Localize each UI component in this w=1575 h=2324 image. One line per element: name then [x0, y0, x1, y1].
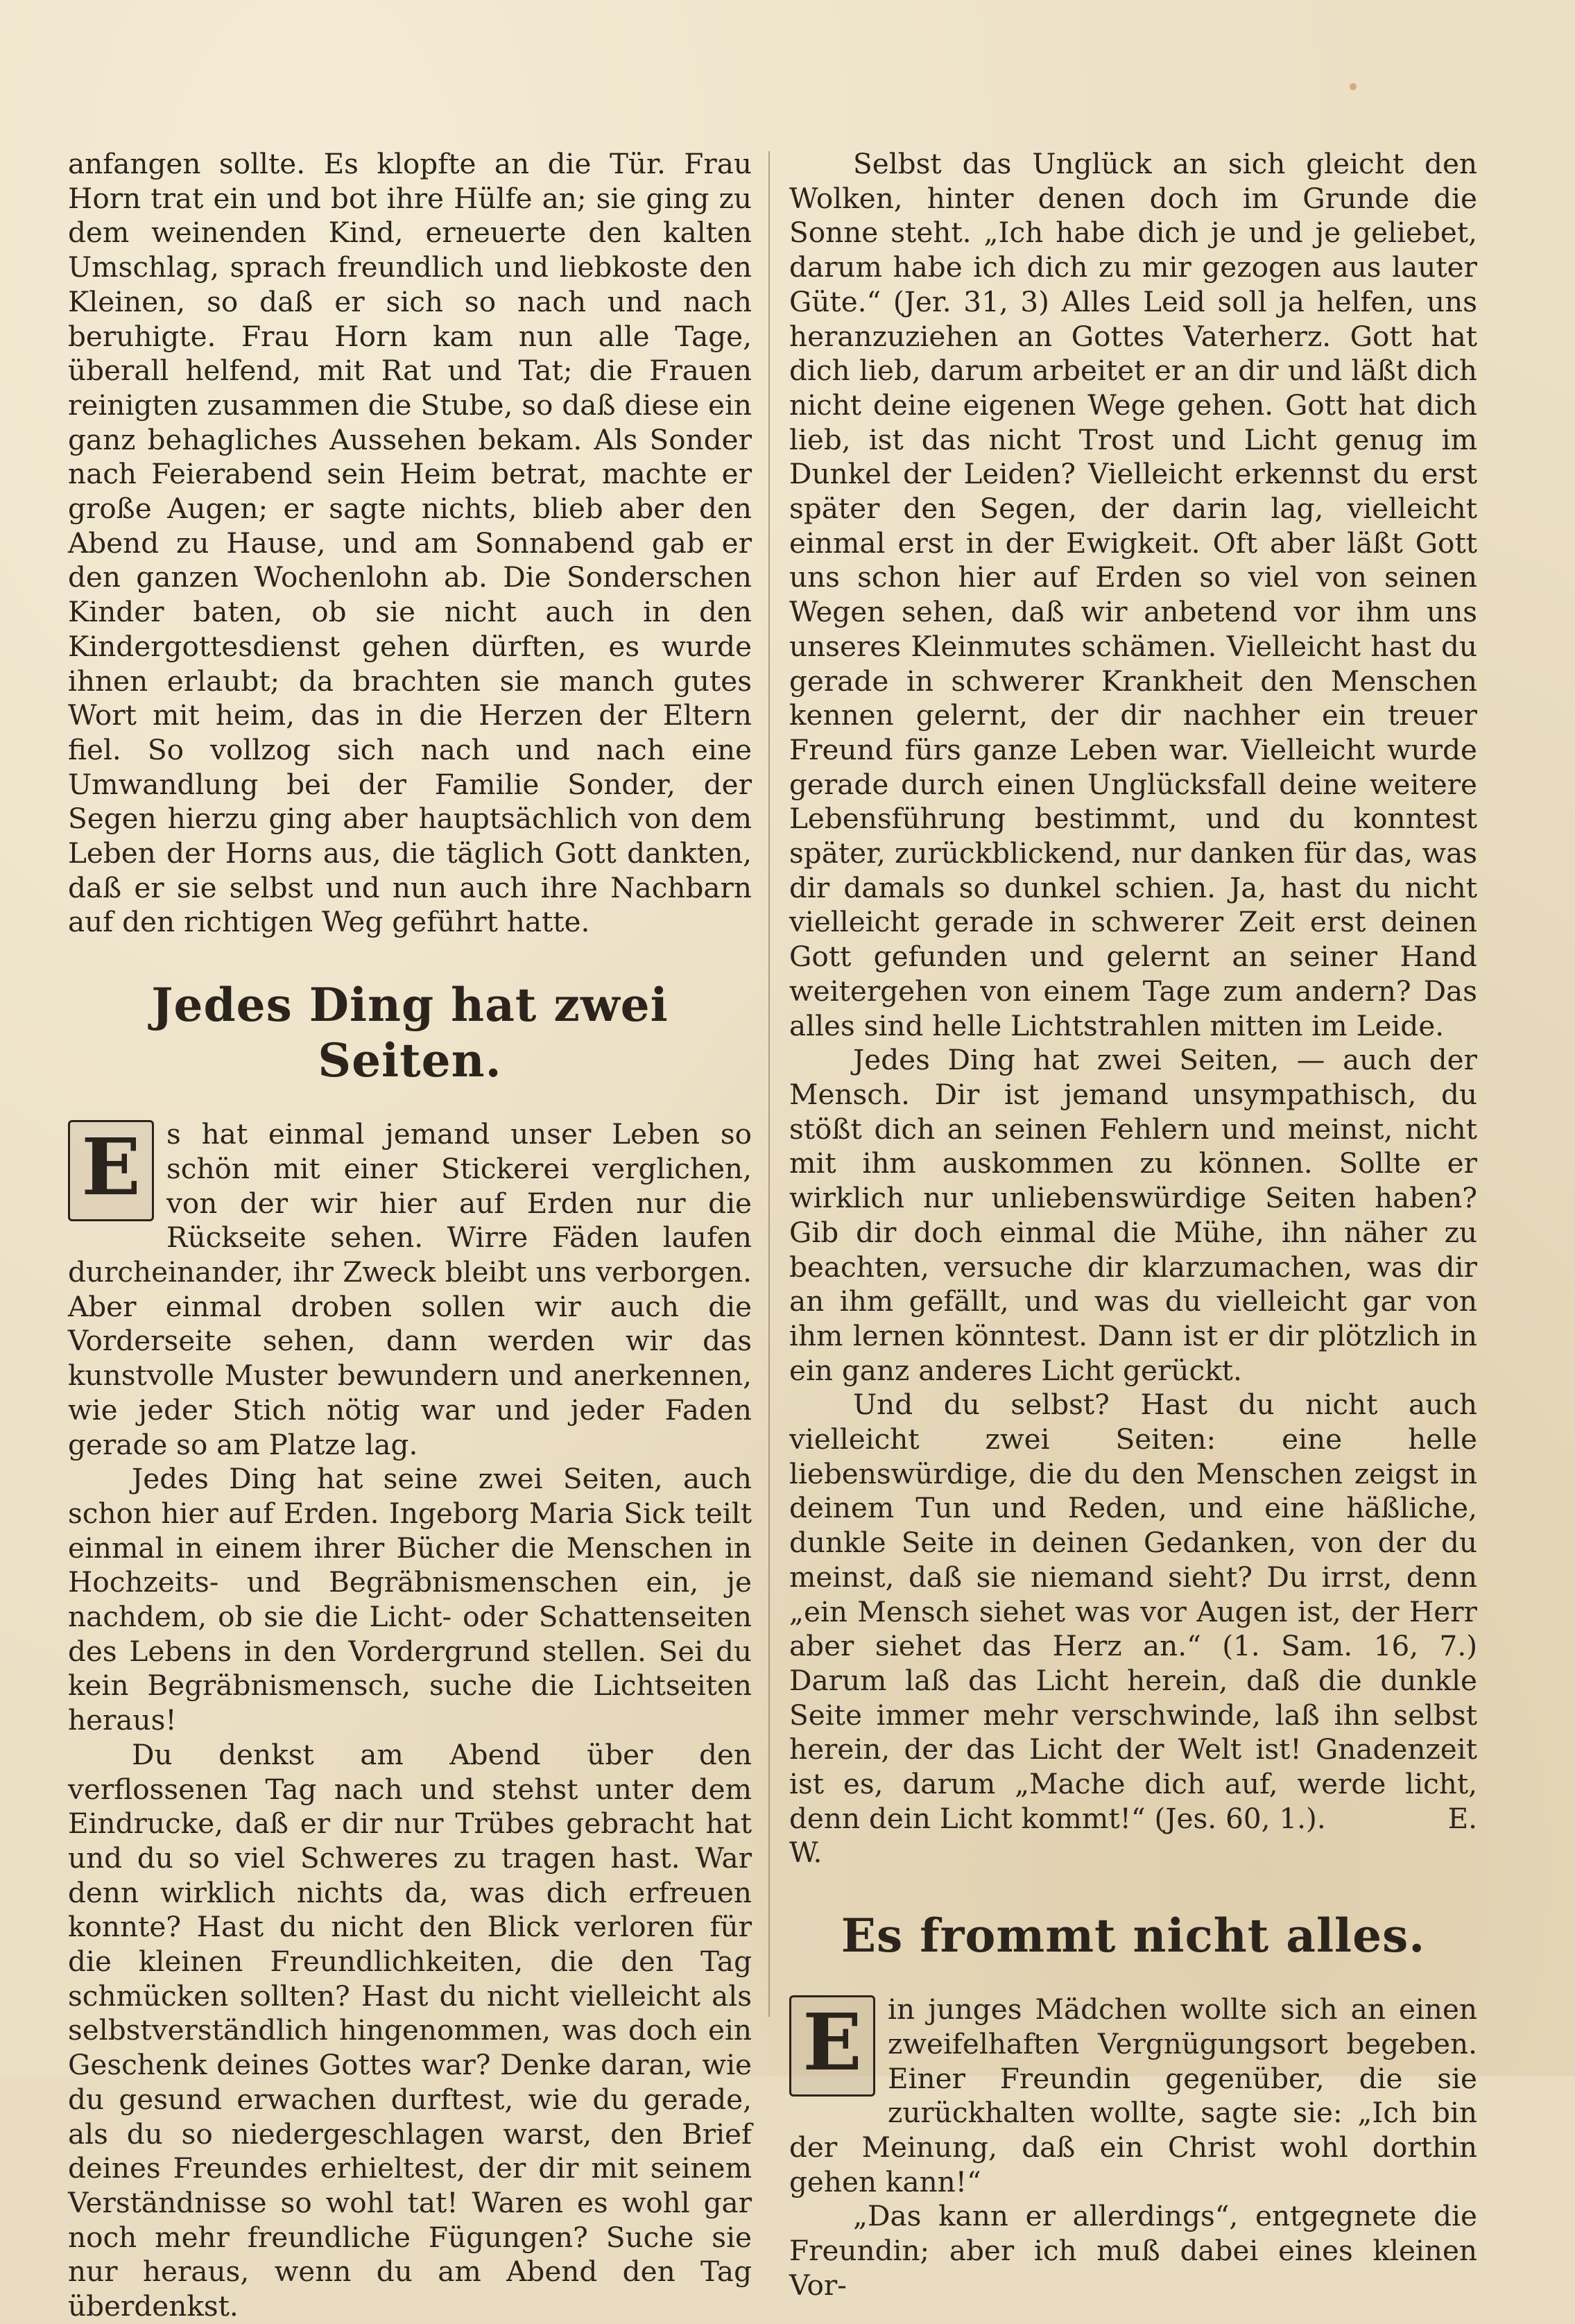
left-column	[68, 147, 752, 2324]
paragraph-text: Und du selbst? Hast du nicht auch vielleicht zwei Seiten: eine helle liebenswürdige, die du den Menschen zeigst in deinem Tun und Reden, und eine häßliche, dunkle Seite in deinen Gedanken, von der du meinst, daß sie niemand sieht? Du irrst, denn „ein Mensch siehet was vor Augen ist, der Herr aber siehet das Herz an.“ (1. Sam. 16, 7.) Darum laß das Licht herein, daß die dunkle Seite immer mehr verschwinde, laß ihn selbst herein, der das Licht der Welt ist! Gnadenzeit ist es, darum „Mache dich auf, werde licht, denn dein Licht kommt!“	[789, 1388, 1477, 1835]
paragraph: Jedes Ding hat zwei Seiten, — auch der Mensch. Dir ist jemand unsympathisch, du stößt dich an seinen Fehlern und meinst, nicht mit ihm auskommen zu können. Sollte er wirklich nur unliebenswürdige Seiten haben? Gib dir doch einmal die Mühe, ihn näher zu beachten, versuche dir klarzumachen, was dir an ihm gefällt, und was du vielleicht gar von ihm lernen könntest. Dann ist er dir plötzlich in ein ganz anderes Licht gerückt.	[789, 1043, 1477, 1387]
article-heading-2: Es frommt nicht alles.	[841, 1909, 1426, 1963]
paragraph: Selbst das Unglück an sich gleicht den Wolken, hinter denen doch im Grunde die Sonne steht. „Ich habe dich je und je geliebet, darum habe ich dich zu mir gezogen aus lauter Güte.“ (Jer. 31, 3) Alles Leid soll ja helfen, uns heranzuziehen an Gottes Vaterherz. Gott hat dich lieb, darum arbeitet er an dir und läßt dich nicht deine eigenen Wege gehen. Gott hat dich lieb, ist das nicht Trost und Licht genug im Dunkel der Leiden? Vielleicht erkennst du erst später den Segen, der darin lag, vielleicht einmal erst in der Ewigkeit. Oft aber läßt Gott uns schon hier auf Erden so viel von seinen Wegen sehen, daß wir anbetend vor ihm uns unseres Kleinmutes schämen. Vielleicht hast du gerade in schwerer Krankheit den Menschen kennen gelernt, der dir nachher ein treuer Freund fürs ganze Leben war. Vielleicht wurde gerade durch einen Unglücksfall deine weitere Lebensführung bestimmt, und du konntest später, zurückblickend, nur danken für das, was dir damals so dunkel schien. Ja, hast du nicht vielleicht gerade in schwerer Zeit erst deinen Gott gefunden und gelernt an seiner Hand weitergehen von einem Tage zum andern? Das alles sind helle Lichtstrahlen mitten im Leide.	[789, 147, 1477, 1042]
column-divider	[768, 151, 770, 2017]
drop-cap-letter: E	[789, 1995, 875, 2097]
article-2-intro	[789, 1992, 1477, 2199]
paragraph	[789, 1388, 1477, 1870]
paragraph-continuation: anfangen sollte. Es klopfte an die Tür. Frau Horn trat ein und bot ihre Hülfe an; sie ging zu dem weinenden Kind, erneuerte den kalten Umschlag, sprach freundlich und liebkoste den Kleinen, so daß er sich so nach und nach beruhigte. Frau Horn kam nun alle Tage, überall helfend, mit Rat und Tat; die Frauen reinigten zusammen die Stube, so daß diese ein ganz behagliches Aussehen bekam. Als Sonder nach Feierabend sein Heim betrat, machte er große Augen; er sagte nichts, blieb aber den Abend zu Hause, und am Sonnabend gab er den ganzen Wochenlohn ab. Die Sonderschen Kinder baten, ob sie nicht auch in den Kindergottesdienst gehen dürften, es wurde ihnen erlaubt; da brachten sie manch gutes Wort mit heim, das in die Herzen der Eltern fiel. So vollzog sich nach und nach eine Umwandlung bei der Familie Sonder, der Segen hierzu ging aber hauptsächlich von dem Leben der Horns aus, die täglich Gott dankten, daß er sie selbst und nun auch ihre Nachbarn auf den richtigen Weg geführt hatte.	[68, 147, 752, 939]
paragraph: „Das kann er allerdings“, entgegnete die Freundin; aber ich muß dabei eines kleinen Vor-	[789, 2199, 1477, 2302]
right-column	[789, 147, 1477, 2303]
drop-cap-letter: E	[68, 1120, 154, 1221]
author-signature: E. W.	[789, 1801, 1478, 1870]
paragraph-intro: s hat einmal jemand unser Leben so schön mit einer Stickerei verglichen, von der wir hier auf Erden nur die Rückseite sehen. Wirre Fäden laufen durcheinander, ihr Zweck bleibt uns verborgen. Aber einmal droben sollen wir auch die Vorderseite sehen, dann werden wir das kunstvolle Muster bewundern und anerkennen, wie jeder Stich nötig war und jeder Faden gerade so am Platze lag.	[68, 1117, 752, 1461]
paragraph-intro: in junges Mädchen wollte sich an einen zweifelhaften Vergnügungsort begeben. Einer Freundin gegenüber, die sie zurückhalten wollte, sagte sie: „Ich bin der Meinung, daß ein Christ wohl dorthin gehen kann!“	[789, 1992, 1477, 2198]
paper-stain	[1350, 83, 1357, 90]
paragraph: Du denkst am Abend über den verflossenen Tag nach und stehst unter dem Eindrucke, daß er dir nur Trübes gebracht hat und du so viel Schweres zu tragen hast. War denn wirklich nichts da, was dich erfreuen konnte? Hast du nicht den Blick verloren für die kleinen Freundlichkeiten, die den Tag schmücken sollten? Hast du nicht vielleicht als selbstverständlich hingenommen, was doch ein Geschenk deines Gottes war? Denke daran, wie du gesund erwachen durftest, wie du gerade, als du so niedergeschlagen warst, den Brief deines Freundes erhieltest, der dir mit seinem Verständnisse so wohl tat! Waren es wohl gar noch mehr freundliche Fügungen? Suche sie nur heraus, wenn du am Abend den Tag überdenkst.	[68, 1737, 752, 2323]
article-heading-1: Jedes Ding hat zwei Seiten.	[151, 978, 669, 1088]
article-1-intro	[68, 1117, 752, 1462]
paragraph: Jedes Ding hat seine zwei Seiten, auch schon hier auf Erden. Ingeborg Maria Sick teilt einmal in einem ihrer Bücher die Menschen in Hochzeits- und Begräbnismenschen ein, je nachdem, ob sie die Licht- oder Schattenseiten des Lebens in den Vordergrund stellen. Sei du kein Begräbnismensch, suche die Lichtseiten heraus!	[68, 1462, 752, 1737]
bible-reference: (Jes. 60, 1.).	[1154, 1801, 1326, 1835]
